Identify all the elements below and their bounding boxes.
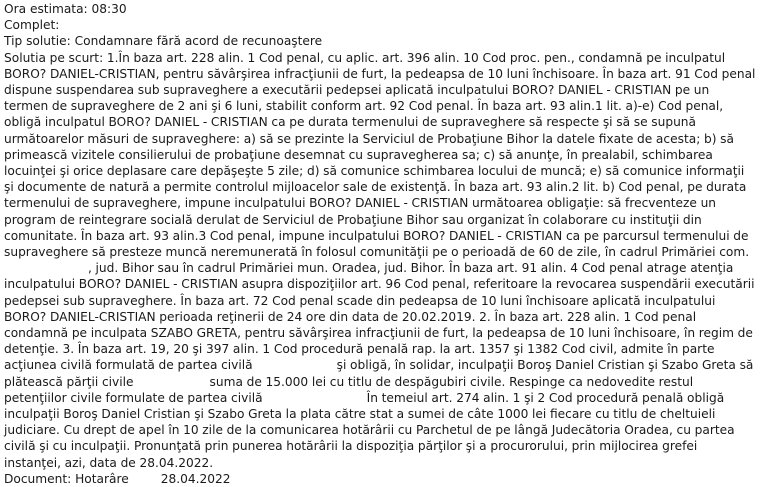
solutie-text: 1.În baza art. 228 alin. 1 Cod penal, cu aplic. art. 396 alin. 10 Cod proc. pen., condamnă pe inculpatul BORO? DANIEL-CRISTIAN, pentru săvârşirea infracţiunii de furt, la pedeapsa de 10 luni închisoare. În baza art. 91 Cod penal dispune suspendarea sub supraveghere a executării pedepsei aplicată inculpatului BORO? DANIEL - CRISTIAN pe un termen de supraveghere de 2 ani şi 6 luni, stabilit conform art. 92 Cod penal. În baza art. 93 alin.1 lit. a)-e) Cod penal, obligă inculpatul BORO? DANIEL - CRISTIAN ca pe durata termenului de supraveghere să respecte şi să se supună următoarelor măsuri de supraveghere: a) să se prezinte la Serviciul de Probaţiune Bihor la datele fixate de acesta; b) să primească vizitele consilierului de probaţiune desemnat cu supravegherea sa; c) să anunţe, în prealabil, schimbarea locuinţei şi orice deplasare care depăşeşte 5 zile; d) să comunice schimbarea locului de muncă; e) să comunice informaţii şi documente de natură a permite controlul mijloacelor sale de existenţă. În baza art. 93 alin.2 lit. b) Cod penal, pe durata termenului de supraveghere, impune inculpatului BORO? DANIEL - CRISTIAN următoarea obligaţie: să frecventeze un program de reintegrare socială derulat de Serviciul de Probaţiune Bihor sau organizat în colaborare cu instituţii din comunitate. În baza art. 93 alin.3 Cod penal, impune inculpatului BORO? DANIEL - CRISTIAN ca pe parcursul termenului de supraveghere să presteze muncă neremunerată în folosul comunităţii pe o perioadă de 60 de zile, în cadrul Primăriei com. [4, 50, 756, 260]
solutie-text-3: şi obligă, în solidar, inculpaţii Boroş Daniel Cristian şi Szabo Greta să plătească părţii civile [4, 358, 754, 389]
ora-estimata-row [4, 1, 761, 17]
document-date: 28.04.2022 [160, 471, 231, 486]
solutie-text-4: suma de 15.000 lei cu titlu de despăgubiri civile. Respinge ca nedovedite restul petenţiilor civile formulate de partea civilă [4, 374, 694, 405]
complet-row [4, 17, 761, 33]
tip-solutie-label: Tip solutie: [4, 34, 71, 49]
solutie-text-5: În temeiul art. 274 alin. 1 şi 2 Cod procedură penală obligă inculpaţii Boroş Daniel Cristian şi Szabo Greta la plata către stat a sumei de câte 1000 lei fiecare cu titlu de cheltuieli judiciare. Cu drept de apel în 10 zile de la comunicarea hotărârii cu Parchetul de pe lângă Judecătoria Oradea, cu partea civilă şi cu inculpaţii. Pronunţată prin punerea hotărârii la dispoziţia părţilor şi a procurorului, prin mijlocirea grefei instanţei, azi, data de 28.04.2022. [4, 390, 735, 470]
solutie-row [4, 50, 756, 471]
tip-solutie-value: Condamnare fără acord de recunoaştere [74, 34, 323, 49]
ora-estimata-value: 08:30 [91, 2, 127, 16]
document-row [4, 471, 761, 487]
solutie-text-2: , jud. Bihor sau în cadrul Primăriei mun. Oradea, jud. Bihor. În baza art. 91 alin. 4 Cod penal atrage atenţia inculpatului BORO? DANIEL - CRISTIAN asupra dispoziţiilor art. 96 Cod penal, referitoare la revocarea suspendării executării pedepsei sub supraveghere. În baza art. 72 Cod penal scade din pedeapsa de 10 luni închisoare aplicată inculpatului BORO? DANIEL-CRISTIAN perioada reţinerii de 24 ore din data de 20.02.2019. 2. În baza art. 228 alin. 1 Cod penal condamnă pe inculpata SZABO GRETA, pentru săvârşirea infracţiunii de furt, la pedeapsa de 10 luni închisoare, în regim de detenţie. 3. În baza art. 19, 20 şi 397 alin. 1 Cod procedură penală rap. la art. 1357 şi 1382 Cod civil, admite în parte acţiunea civilă formulată de partea civilă [4, 261, 755, 373]
solutie-label: Solutia pe scurt: [4, 50, 104, 65]
document-value: Hotarâre [75, 471, 129, 486]
document-label: Document: [4, 471, 72, 486]
tip-solutie-row [4, 33, 761, 49]
complet-label: Complet: [4, 18, 60, 33]
ora-estimata-label: Ora estimata: [4, 2, 88, 16]
